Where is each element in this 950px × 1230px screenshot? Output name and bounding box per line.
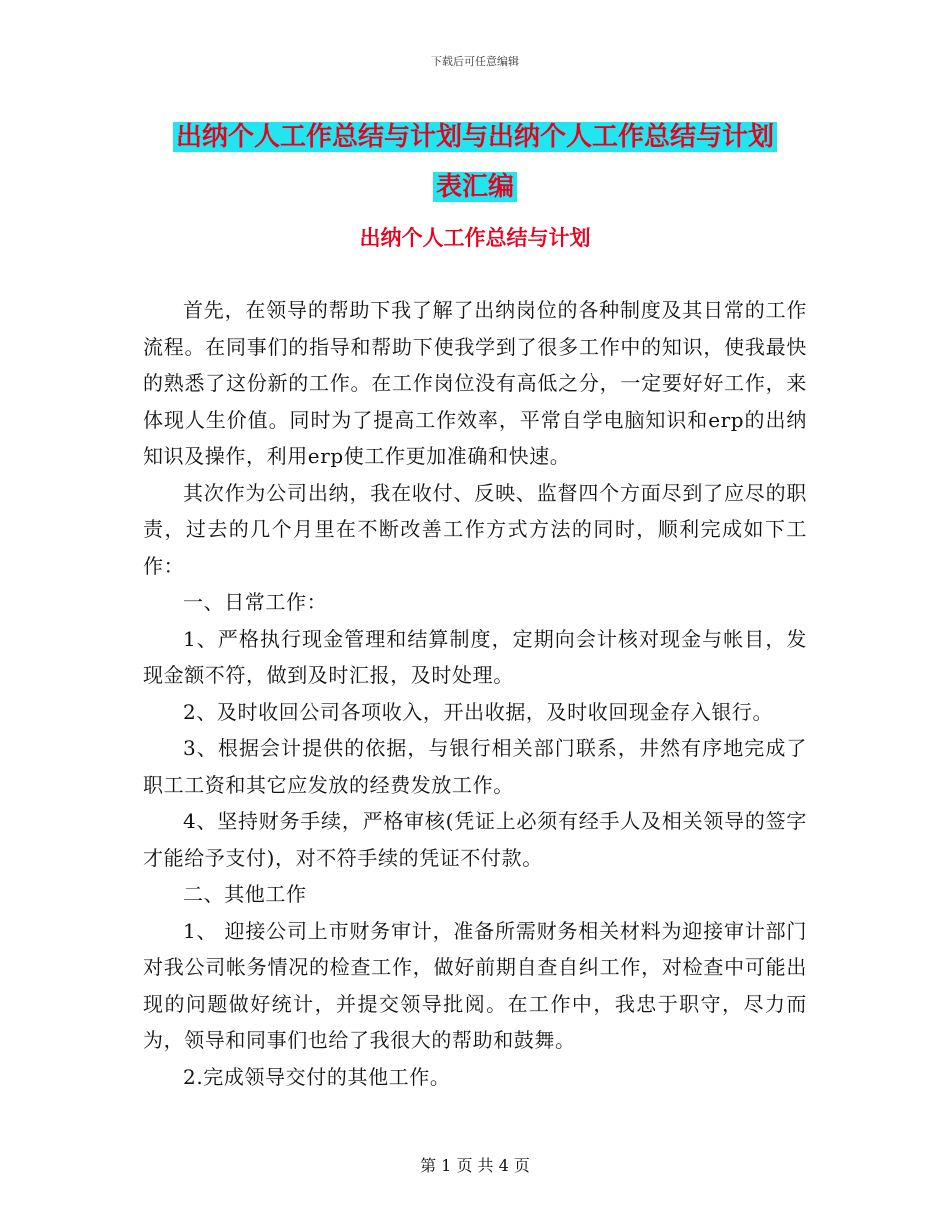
- paragraph: 3、根据会计提供的依据，与银行相关部门联系，井然有序地完成了职工工资和其它应发放的经费发放工作。: [143, 736, 807, 797]
- paragraph: 4、坚持财务手续，严格审核(凭证上必须有经手人及相关领导的签字才能给予支付)，对不符手续的凭证不付款。: [143, 809, 807, 870]
- document-title: [0, 112, 950, 212]
- paragraph: 二、其他工作: [183, 882, 307, 906]
- paragraph: 1、 迎接公司上市财务审计，准备所需财务相关材料为迎接审计部门对我公司帐务情况的检查工作，做好前期自查自纠工作，对检查中可能出现的问题做好统计，并提交领导批阅。在工作中，我忠于职守，尽力而为，领导和同事们也给了我很大的帮助和鼓舞。: [143, 918, 807, 1052]
- paragraph: 2.完成领导交付的其他工作。: [183, 1064, 451, 1089]
- section-title: 出纳个人工作总结与计划: [359, 226, 591, 250]
- paragraph: 2、及时收回公司各项收入，开出收据，及时收回现金存入银行。: [183, 699, 774, 724]
- paragraph: 1、严格执行现金管理和结算制度，定期向会计核对现金与帐目，发现金额不符，做到及时汇报，及时处理。: [143, 626, 807, 687]
- paragraph: 其次作为公司出纳，我在收付、反映、监督四个方面尽到了应尽的职责，过去的几个月里在不断改善工作方式方法的同时，顺利完成如下工作：: [143, 480, 807, 578]
- document-title-line-1: 出纳个人工作总结与计划与出纳个人工作总结与计划: [173, 122, 777, 152]
- body-text: [143, 292, 807, 1095]
- paragraph: 一、日常工作：: [183, 590, 328, 614]
- document-title-line-2: 表汇编: [433, 172, 517, 202]
- header-note: 下载后可任意编辑: [431, 55, 519, 68]
- paragraph: 首先，在领导的帮助下我了解了出纳岗位的各种制度及其日常的工作流程。在同事们的指导和帮助下使我学到了很多工作中的知识，使我最快的熟悉了这份新的工作。在工作岗位没有高低之分，一定要好好工作，来体现人生价值。同时为了提高工作效率，平常自学电脑知识和erp的出纳知识及操作，利用erp使工作更加准确和快速。: [143, 298, 807, 468]
- page-number-footer: 第 1 页 共 4 页: [420, 1156, 530, 1175]
